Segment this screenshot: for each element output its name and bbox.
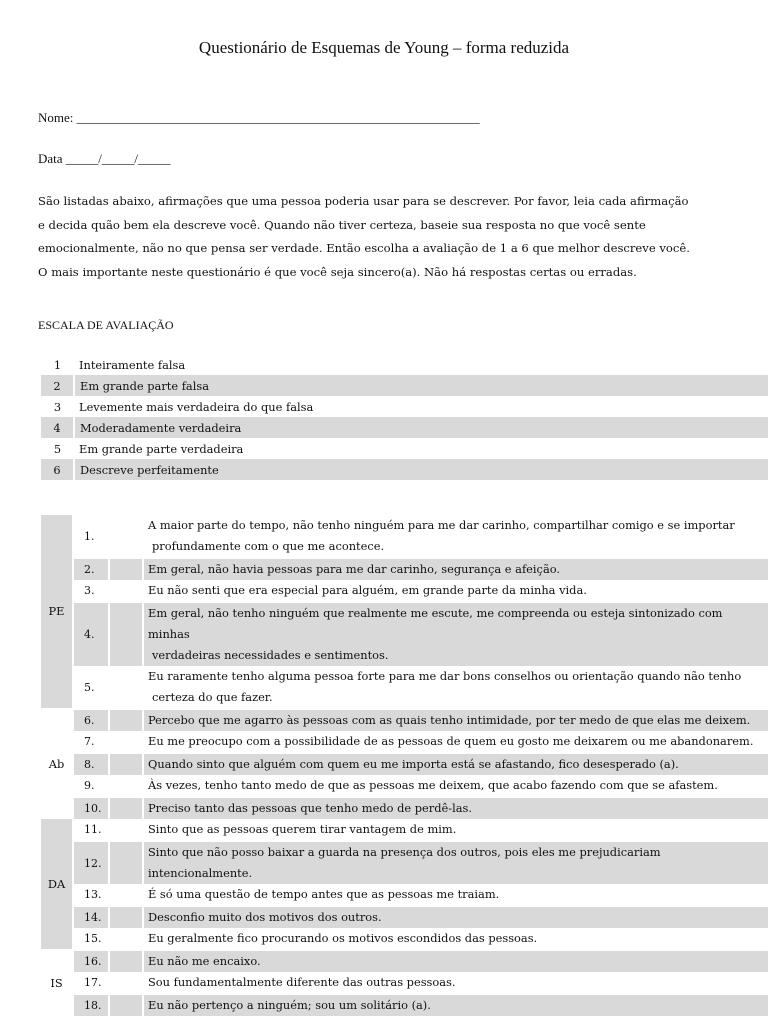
question-text-line: Quando sinto que alguém com quem eu me importa está se afastando, fico desesperado (a). <box>148 757 679 771</box>
question-row <box>41 993 768 1016</box>
question-text-line: Em geral, não tenho ninguém que realmente me escute, me compreenda ou esteja sintonizado com minhas <box>148 606 723 641</box>
scale-row <box>41 375 768 396</box>
question-number: 10. <box>74 796 110 819</box>
scale-number: 6 <box>41 459 74 480</box>
question-text-line: Sinto que as pessoas querem tirar vantagem de mim. <box>148 822 457 836</box>
answer-cell[interactable] <box>110 580 144 601</box>
question-row <box>41 515 768 557</box>
question-text <box>144 775 768 796</box>
scale-row <box>41 438 768 459</box>
answer-cell[interactable] <box>110 993 144 1016</box>
scale-label: Inteiramente falsa <box>79 357 186 372</box>
answer-cell[interactable] <box>110 557 144 580</box>
question-text <box>144 905 768 928</box>
scale-number: 5 <box>53 441 62 456</box>
question-text-line: Eu não pertenço a ninguém; sou um solitário (a). <box>148 998 431 1012</box>
scale-row <box>41 417 768 438</box>
question-text-line: Eu raramente tenho alguma pessoa forte para me dar bons conselhos ou orientação quando não tenho <box>148 669 742 683</box>
scale-number: 1 <box>53 357 62 372</box>
date-field[interactable]: Data _____/_____/_____ <box>38 151 171 166</box>
question-text-line: Sinto que não posso baixar a guarda na presença dos outros, pois eles me prejudicariam intencionalmente. <box>148 845 661 880</box>
answer-cell[interactable] <box>110 884 144 905</box>
answer-cell[interactable] <box>110 840 144 884</box>
scale-label: Em grande parte verdadeira <box>79 441 244 456</box>
question-number: 11. <box>74 819 110 840</box>
question-number: 6. <box>74 708 110 731</box>
question-text-line: verdadeiras necessidades e sentimentos. <box>152 648 389 662</box>
question-number: 8. <box>74 752 110 775</box>
question-row <box>41 796 768 819</box>
name-field[interactable]: Nome: ______________________________________________________________ <box>38 110 480 125</box>
question-text-line: Eu geralmente fico procurando os motivos escondidos das pessoas. <box>148 931 538 945</box>
question-number: 5. <box>74 666 110 708</box>
question-row <box>41 928 768 949</box>
question-text-line: Percebo que me agarro às pessoas com as quais tenho intimidade, por ter medo de que elas me deixem. <box>148 713 751 727</box>
scale-number: 4 <box>41 417 74 438</box>
question-text-line: profundamente com o que me acontece. <box>152 539 385 553</box>
questionnaire-table <box>41 515 768 1016</box>
question-text-line: Preciso tanto das pessoas que tenho medo de perdê-las. <box>148 801 473 815</box>
question-text <box>144 752 768 775</box>
instructions-line: São listadas abaixo, afirmações que uma pessoa poderia usar para se descrever. Por favor, leia cada afirmação <box>38 194 689 208</box>
question-row <box>41 666 768 708</box>
question-text <box>144 601 768 666</box>
question-text <box>144 708 768 731</box>
question-row <box>41 905 768 928</box>
question-text <box>144 666 768 708</box>
question-row <box>41 840 768 884</box>
question-number: 17. <box>74 972 110 993</box>
schema-code: DA <box>41 819 74 949</box>
scale-label: Descreve perfeitamente <box>74 459 768 480</box>
question-text <box>144 949 768 972</box>
instructions <box>38 190 738 285</box>
answer-cell[interactable] <box>110 905 144 928</box>
question-text <box>144 731 768 752</box>
question-row <box>41 949 768 972</box>
answer-cell[interactable] <box>110 731 144 752</box>
schema-code: IS <box>41 949 74 1016</box>
answer-cell[interactable] <box>110 819 144 840</box>
question-text-line: Às vezes, tenho tanto medo de que as pessoas me deixem, que acabo fazendo com que se afastem. <box>148 778 718 792</box>
question-row <box>41 752 768 775</box>
question-row <box>41 819 768 840</box>
answer-cell[interactable] <box>110 972 144 993</box>
instructions-line: emocionalmente, não no que pensa ser verdade. Então escolha a avaliação de 1 a 6 que melhor descreve você. <box>38 241 690 256</box>
question-text-line: A maior parte do tempo, não tenho ninguém para me dar carinho, compartilhar comigo e se importar <box>148 518 735 532</box>
scale-number: 2 <box>41 375 74 396</box>
scale-label: Em grande parte falsa <box>74 375 768 396</box>
question-number: 2. <box>74 557 110 580</box>
question-text-line: certeza do que fazer. <box>152 690 273 704</box>
question-number: 9. <box>74 775 110 796</box>
scale-number: 3 <box>53 399 62 414</box>
question-text <box>144 884 768 905</box>
question-number: 4. <box>74 601 110 666</box>
question-text <box>144 819 768 840</box>
question-text <box>144 580 768 601</box>
question-row <box>41 775 768 796</box>
rating-scale-table <box>41 354 768 480</box>
question-text <box>144 840 768 884</box>
question-number: 12. <box>74 840 110 884</box>
question-number: 15. <box>74 928 110 949</box>
question-text <box>144 515 768 557</box>
question-row <box>41 601 768 666</box>
answer-cell[interactable] <box>110 928 144 949</box>
scale-row <box>41 396 768 417</box>
question-text-line: É só uma questão de tempo antes que as pessoas me traiam. <box>148 887 500 901</box>
question-text-line: Eu me preocupo com a possibilidade de as pessoas de quem eu gosto me deixarem ou me abandonarem. <box>148 734 754 748</box>
question-text-line: Desconfio muito dos motivos dos outros. <box>148 910 382 924</box>
schema-code: Ab <box>41 708 74 819</box>
answer-cell[interactable] <box>110 775 144 796</box>
schema-code: PE <box>41 515 74 708</box>
question-row <box>41 580 768 601</box>
question-text <box>144 972 768 993</box>
question-text-line: Eu não me encaixo. <box>148 954 261 968</box>
question-row <box>41 557 768 580</box>
question-text-line: Eu não senti que era especial para alguém, em grande parte da minha vida. <box>148 583 587 597</box>
scale-row <box>41 354 768 375</box>
question-number: 13. <box>74 884 110 905</box>
question-row <box>41 972 768 993</box>
answer-cell[interactable] <box>110 708 144 731</box>
question-row <box>41 731 768 752</box>
question-row <box>41 708 768 731</box>
answer-cell[interactable] <box>110 601 144 666</box>
question-number: 3. <box>74 580 110 601</box>
answer-cell[interactable] <box>110 666 144 708</box>
question-text-line: Em geral, não havia pessoas para me dar carinho, segurança e afeição. <box>148 562 561 576</box>
question-row <box>41 884 768 905</box>
question-number: 16. <box>74 949 110 972</box>
answer-cell[interactable] <box>110 752 144 775</box>
answer-cell[interactable] <box>110 796 144 819</box>
question-text-line: Sou fundamentalmente diferente das outras pessoas. <box>148 975 456 989</box>
scale-row <box>41 459 768 480</box>
page-title: Questionário de Esquemas de Young – forma reduzida <box>198 38 570 57</box>
question-text <box>144 557 768 580</box>
scale-label: Moderadamente verdadeira <box>74 417 768 438</box>
question-text <box>144 928 768 949</box>
instructions-line: O mais importante neste questionário é que você seja sincero(a). Não há respostas certas ou erradas. <box>38 265 637 280</box>
scale-heading: ESCALA DE AVALIAÇÃO <box>38 318 174 332</box>
question-number: 1. <box>74 515 110 557</box>
question-text <box>144 796 768 819</box>
scale-label: Levemente mais verdadeira do que falsa <box>79 399 314 414</box>
answer-cell[interactable] <box>110 515 144 557</box>
question-number: 14. <box>74 905 110 928</box>
question-number: 7. <box>74 731 110 752</box>
question-text <box>144 993 768 1016</box>
answer-cell[interactable] <box>110 949 144 972</box>
instructions-line: e decida quão bem ela descreve você. Quando não tiver certeza, baseie sua resposta no que você sente <box>38 217 646 232</box>
question-number: 18. <box>74 993 110 1016</box>
